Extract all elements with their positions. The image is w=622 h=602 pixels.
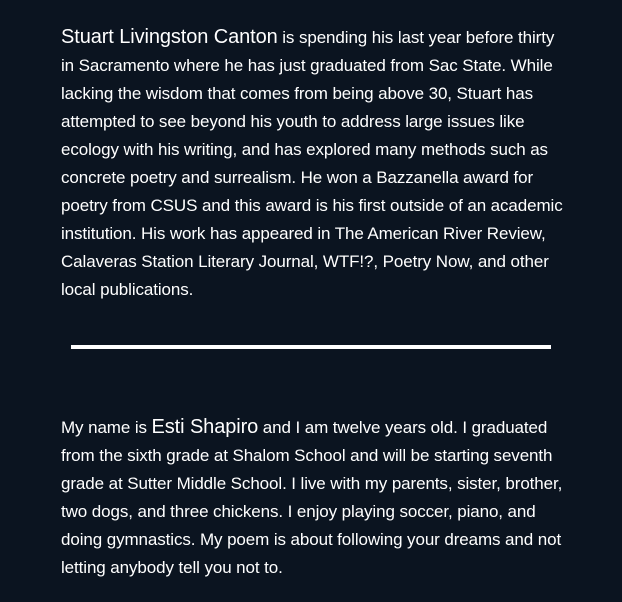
bio-prefix: My name is bbox=[61, 418, 152, 437]
bio-name: Stuart Livingston Canton bbox=[61, 26, 278, 48]
bio-stuart-canton bbox=[61, 23, 567, 304]
bio-text: is spending his last year before thirty in Sacramento where he has just graduated from Sac State. While lacking the wisdom that comes from being above 30, Stuart has attempted to see beyond his youth to address large issues like ecology with his writing, and has explored many methods such as concrete poetry and surrealism. He won a Bazzanella award for poetry from CSUS and this award is his first outside of an academic institution. His work has appeared in The American River Review, Calaveras Station Literary Journal, WTF!?, Poetry Now, and other local publications. bbox=[61, 28, 563, 299]
bio-esti-shapiro bbox=[61, 413, 567, 582]
bio-text: and I am twelve years old. I graduated from the sixth grade at Shalom School and will be starting seventh grade at Sutter Middle School. I live with my parents, sister, brother, two dogs, and three chickens. I enjoy playing soccer, piano, and doing gymnastics. My poem is about following your dreams and not letting anybody tell you not to. bbox=[61, 418, 563, 577]
divider bbox=[71, 345, 551, 349]
bio-name: Esti Shapiro bbox=[151, 416, 259, 438]
